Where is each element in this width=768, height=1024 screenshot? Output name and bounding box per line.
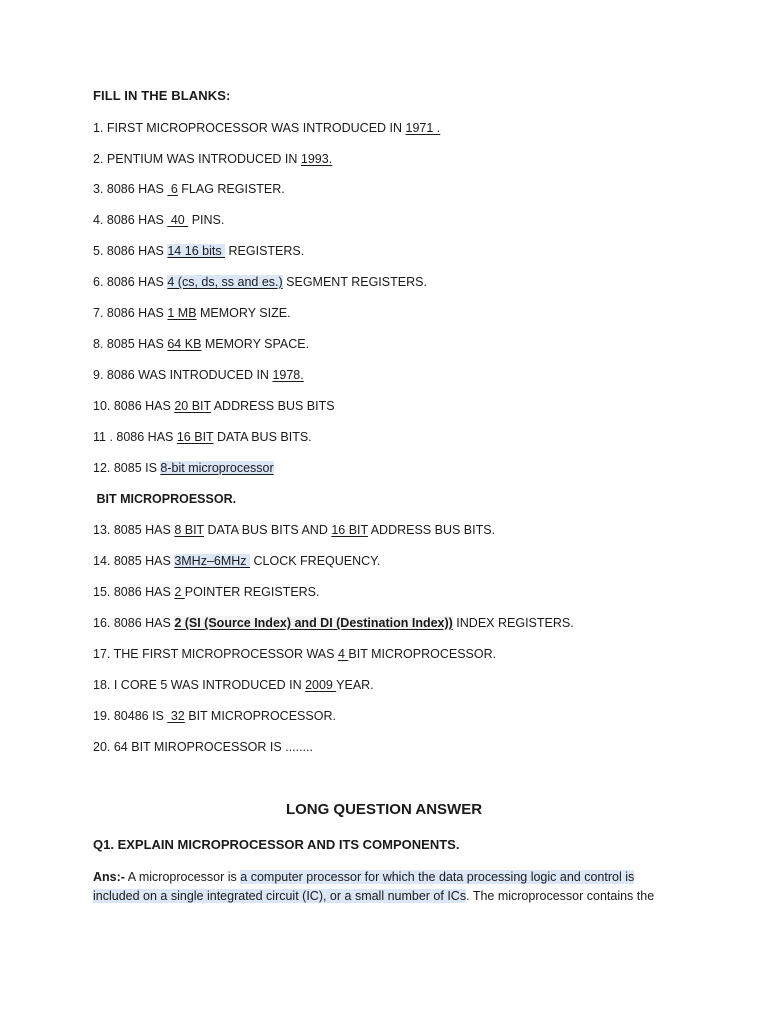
item-text: 16. 8086 HAS [93, 616, 175, 630]
item-answer: 4 [337, 647, 349, 661]
answer-label: Ans:- [93, 870, 125, 884]
item-text: POINTER REGISTERS. [184, 585, 320, 599]
item-text: 3. 8086 HAS [93, 182, 168, 196]
fill-item-15 [93, 585, 320, 599]
item-text: ADDRESS BUS BITS. [367, 523, 496, 537]
answer-highlight: a computer processor for which the data processing logic and control is included on a single integrated circuit (IC), or a small number of ICs [93, 870, 635, 903]
item-answer-2: 16 BIT [331, 523, 368, 537]
item-text: FLAG REGISTER. [177, 182, 285, 196]
fill-item-16 [93, 616, 574, 630]
item-text: BIT MICROPROCESSOR. [184, 709, 336, 723]
item-text: BIT MICROPROCESSOR. [348, 647, 497, 661]
item-text: 12. 8085 IS [93, 461, 161, 475]
fill-item-19 [93, 709, 336, 723]
item-text: 11 . 8086 HAS [93, 430, 177, 444]
item-answer: 2009 [305, 678, 337, 692]
fill-item-13 [93, 523, 495, 537]
item-answer: 1 MB [167, 306, 197, 320]
item-text: 5. 8086 HAS [93, 244, 168, 258]
item-text: YEAR. [336, 678, 374, 692]
item-answer: 8-bit microprocessor [160, 461, 274, 475]
item-text: 13. 8085 HAS [93, 523, 175, 537]
item-answer: 1978. [272, 368, 304, 382]
fill-item-20 [93, 740, 313, 754]
item-text: 7. 8086 HAS [93, 306, 168, 320]
item-answer: 20 BIT [174, 399, 211, 413]
item-text: 1. FIRST MICROPROCESSOR WAS INTRODUCED IN [93, 121, 406, 135]
item-text: PINS. [188, 213, 225, 227]
item-text: CLOCK FREQUENCY. [250, 554, 381, 568]
item-answer: 3MHz–6MHz [174, 554, 251, 568]
item-text: 10. 8086 HAS [93, 399, 175, 413]
item-text: 8. 8085 HAS [93, 337, 168, 351]
item-text: ADDRESS BUS BITS [210, 399, 335, 413]
fill-item-4 [93, 213, 224, 227]
fill-item-11 [93, 430, 312, 444]
item-text: INDEX REGISTERS. [452, 616, 574, 630]
question-1: Q1. EXPLAIN MICROPROCESSOR AND ITS COMPONENTS. [93, 837, 460, 852]
item-text: 17. THE FIRST MICROPROCESSOR WAS [93, 647, 338, 661]
fill-item-18 [93, 678, 374, 692]
item-answer: 1971 . [405, 121, 441, 135]
fill-item-7 [93, 306, 291, 320]
section-heading-fill-blanks: FILL IN THE BLANKS: [93, 88, 231, 103]
answer-lead: A microprocessor is [124, 870, 241, 884]
answer-tail: . The microprocessor contains the [466, 889, 655, 903]
fill-item-1 [93, 121, 440, 135]
fill-item-17 [93, 647, 496, 661]
item-answer: 4 (cs, ds, ss and es.) [167, 275, 283, 289]
answer-paragraph [93, 868, 678, 906]
fill-item-12 [93, 461, 274, 475]
item-text: 19. 80486 IS [93, 709, 168, 723]
fill-item-6 [93, 275, 427, 289]
item-answer: 6 [167, 182, 178, 196]
item-text: 20. 64 BIT MIROPROCESSOR IS ........ [93, 740, 313, 754]
fill-item-5 [93, 244, 304, 258]
item-text: MEMORY SPACE. [201, 337, 310, 351]
item-answer: 16 BIT [176, 430, 214, 444]
item-text: 6. 8086 HAS [93, 275, 168, 289]
item-text: DATA BUS BITS AND [203, 523, 332, 537]
item-text: 4. 8086 HAS [93, 213, 168, 227]
fill-item-8 [93, 337, 309, 351]
fill-item-14 [93, 554, 380, 568]
item-text: 15. 8086 HAS [93, 585, 175, 599]
item-text: 2. PENTIUM WAS INTRODUCED IN [93, 152, 301, 166]
item-answer: 64 KB [167, 337, 202, 351]
item-answer: 14 16 bits [167, 244, 226, 258]
item-text: DATA BUS BITS. [213, 430, 312, 444]
fill-item-12-continuation: BIT MICROPROESSOR. [93, 492, 237, 506]
item-answer: 2 (SI (Source Index) and DI (Destination Index)) [174, 616, 453, 630]
item-answer: 32 [167, 709, 185, 723]
fill-item-10 [93, 399, 335, 413]
item-text: SEGMENT REGISTERS. [282, 275, 427, 289]
item-answer: 2 [174, 585, 185, 599]
item-text: MEMORY SIZE. [196, 306, 291, 320]
item-text: 18. I CORE 5 WAS INTRODUCED IN [93, 678, 306, 692]
fill-item-9 [93, 368, 304, 382]
item-text: 14. 8085 HAS [93, 554, 175, 568]
item-text: 9. 8086 WAS INTRODUCED IN [93, 368, 273, 382]
item-text: REGISTERS. [225, 244, 305, 258]
item-answer: 40 [167, 213, 189, 227]
item-answer: 1993. [300, 152, 333, 166]
section-heading-long-question: LONG QUESTION ANSWER [285, 801, 483, 818]
item-answer: 8 BIT [174, 523, 204, 537]
fill-item-3 [93, 182, 285, 196]
fill-item-2 [93, 152, 332, 166]
